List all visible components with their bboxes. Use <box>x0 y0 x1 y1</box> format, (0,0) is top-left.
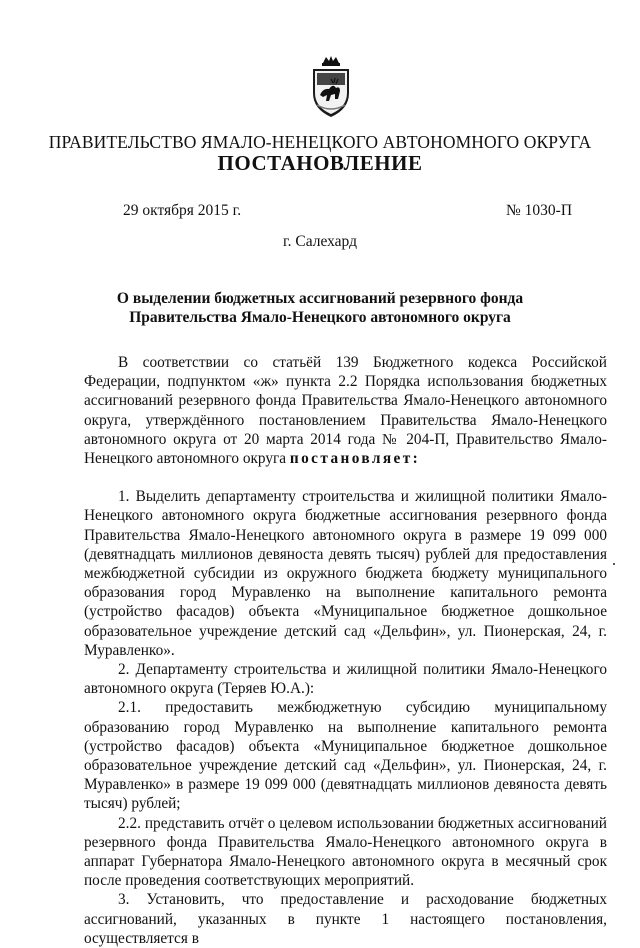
clause-3: 3. Установить, что предоставление и расходование бюджетных ассигнований, указанных в пункте 1 настоящего постановления, осуществляется в <box>84 891 607 947</box>
document-date: 29 октября 2015 г. <box>123 202 242 219</box>
document-heading-line-1: О выделении бюджетных ассигнований резервного фонда <box>116 290 524 307</box>
document-type-title: ПОСТАНОВЛЕНИЕ <box>217 151 423 175</box>
clause-1: 1. Выделить департаменту строительства и жилищной политики Ямало-Ненецкого автономного округа бюджетные ассигнования резервного фонда Правительства Ямало-Ненецкого автономного округа в размере 19 099 000 (девятнадцать миллионов девяноста девять тысяч) рублей для предоставления межбюджетной субсидии из окружного бюджета бюджету муниципального образования город Муравленко на выполнение капитального ремонта (устройство фасадов) объекта «Муниципальное бюджетное дошкольное образовательное учреждение детский сад «Дельфин», ул. Пионерская, 24, г. Муравленко». <box>84 488 607 659</box>
organization-title: ПРАВИТЕЛЬСТВО ЯМАЛО-НЕНЕЦКОГО АВТОНОМНОГО ОКРУГА <box>48 132 592 152</box>
document-body <box>84 353 607 948</box>
coat-of-arms-emblem <box>309 55 353 119</box>
clause-2: 2. Департаменту строительства и жилищной политики Ямало-Ненецкого автономного округа (Теряев Ю.А.): <box>84 661 607 698</box>
document-city: г. Салехард <box>283 233 357 250</box>
document-heading-line-2: Правительства Ямало-Ненецкого автономного округа <box>129 309 511 326</box>
preamble-text: В соответствии со статьёй 139 Бюджетного кодекса Российской Федерации, подпунктом «ж» пункта 2.2 Порядка использования бюджетных ассигнований резервного фонда Правительства Ямало-Ненецкого автономного округа, утверждённого постановлением Правительства Ямало-Ненецкого автономного округа от 20 марта 2014 года № 204-П, Правительство Ямало-Ненецкого автономного округа <box>84 354 607 468</box>
preamble-paragraph <box>84 353 607 468</box>
clause-2-2: 2.2. представить отчёт о целевом использовании бюджетных ассигнований резервного фонда Правительства Ямало-Ненецкого автономного округа в аппарат Губернатора Ямало-Ненецкого автономного округа в месячный срок после проведения соответствующих мероприятий. <box>84 814 607 890</box>
decree-word: постановляет: <box>289 450 421 468</box>
document-heading <box>0 289 640 327</box>
clause-2-1: 2.1. предоставить межбюджетную субсидию муниципальному образованию город Муравленко на выполнение капитального ремонта (устройство фасадов) объекта «Муниципальное бюджетное дошкольное образовательное учреждение детский сад «Дельфин», ул. Пионерская, 24, г. Муравленко» в размере 19 099 000 (девятнадцать миллионов девяноста девять тысяч) рублей; <box>84 699 607 813</box>
scan-speck <box>613 563 615 565</box>
document-number: № 1030-П <box>506 202 573 219</box>
